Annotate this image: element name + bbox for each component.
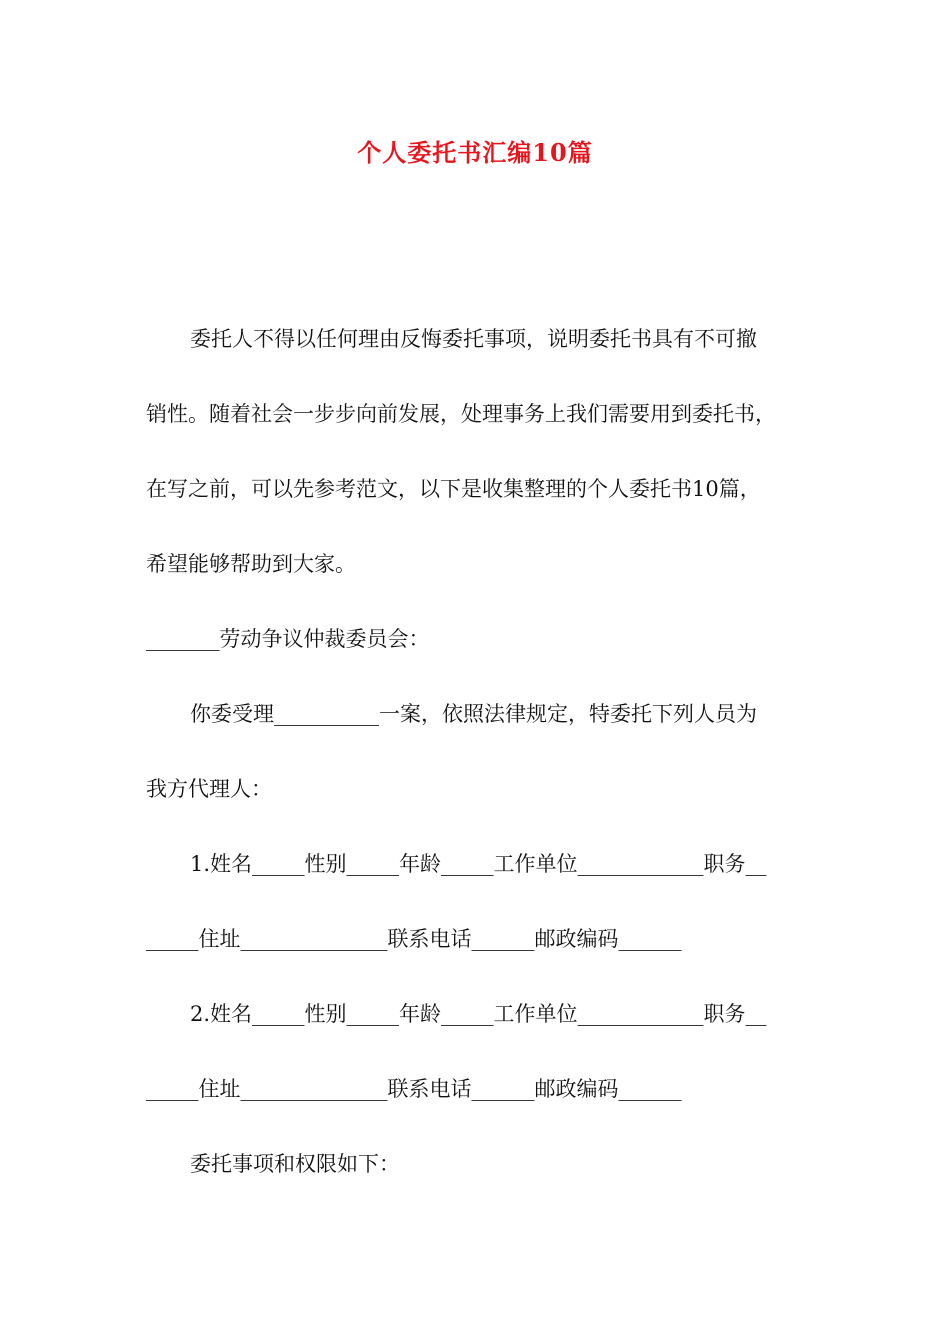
agent-2-line-1: 2.姓名_____性别_____年龄_____工作单位____________职务__ bbox=[190, 1002, 767, 1026]
addressee-line: _______劳动争议仲裁委员会： bbox=[146, 627, 430, 651]
body-line-2: 我方代理人： bbox=[146, 777, 272, 801]
document-title: 个人委托书汇编10篇 bbox=[357, 138, 593, 167]
intro-line-3: 在写之前，可以先参考范文，以下是收集整理的个人委托书10篇， bbox=[146, 477, 761, 501]
agent-1-line-1: 1.姓名_____性别_____年龄_____工作单位____________职务__ bbox=[190, 852, 767, 876]
body-line-1: 你委受理__________一案，依照法律规定，特委托下列人员为 bbox=[190, 702, 757, 726]
authority-heading: 委托事项和权限如下： bbox=[190, 1152, 400, 1176]
intro-line-2: 销性。随着社会一步步向前发展，处理事务上我们需要用到委托书， bbox=[146, 402, 776, 426]
intro-line-1: 委托人不得以任何理由反悔委托事项，说明委托书具有不可撤 bbox=[190, 327, 757, 351]
agent-1-line-2: _____住址______________联系电话______邮政编码______ bbox=[146, 927, 682, 951]
agent-2-line-2: _____住址______________联系电话______邮政编码______ bbox=[146, 1077, 682, 1101]
intro-line-4: 希望能够帮助到大家。 bbox=[146, 552, 356, 576]
